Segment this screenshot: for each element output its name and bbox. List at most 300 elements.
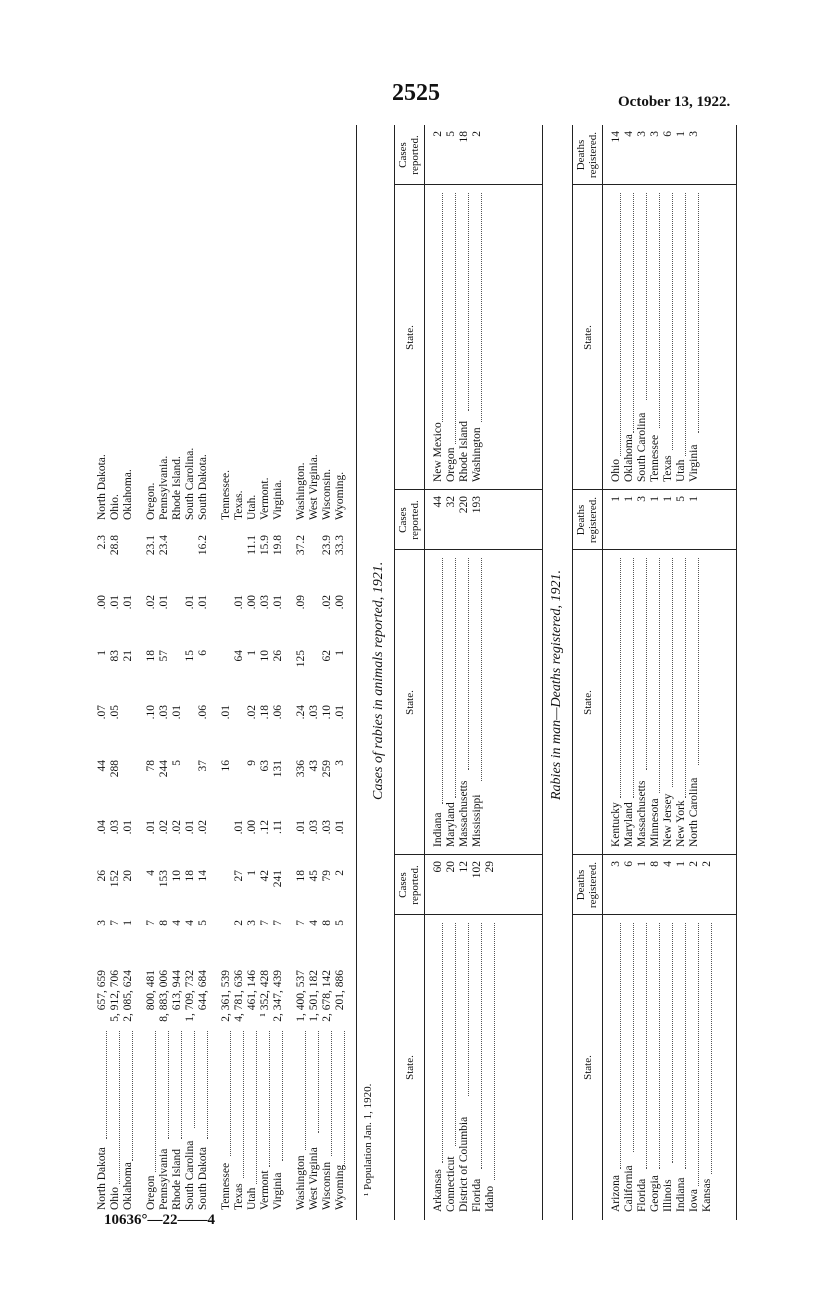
dot-leader	[221, 1031, 231, 1156]
cell-value: 2	[432, 131, 444, 137]
dot-leader	[459, 193, 469, 411]
state-name: Indiana	[432, 812, 444, 847]
dot-leader	[459, 558, 469, 770]
value-c7: 26	[272, 650, 284, 662]
value-c3: 20	[122, 870, 134, 882]
header-state: State.	[582, 325, 594, 350]
dot-leader	[663, 558, 673, 787]
state-statistics-table	[88, 125, 358, 1220]
state-name-right: Rhode Island.	[171, 456, 183, 520]
value-c5: 288	[109, 760, 121, 778]
table-rule	[356, 125, 357, 1220]
cell-value: 44	[432, 496, 444, 508]
value-c9: 33.3	[334, 535, 346, 556]
value-c8: .00	[96, 595, 108, 610]
value-c8: .09	[295, 595, 307, 610]
value-c1: 201, 886	[334, 970, 346, 1011]
dot-leader	[689, 558, 699, 765]
header-value: Deaths registered.	[575, 861, 599, 909]
dot-leader	[234, 1031, 244, 1178]
dot-leader	[676, 923, 686, 1169]
value-c4: .01	[122, 820, 134, 835]
header-rule	[424, 125, 425, 1220]
cell-value: 220	[458, 496, 470, 514]
dot-leader	[472, 193, 482, 422]
dot-leader	[446, 193, 456, 444]
value-c9: 28.8	[109, 535, 121, 556]
value-c6: .06	[272, 705, 284, 720]
value-c9: 23.9	[321, 535, 333, 556]
dot-leader	[459, 923, 469, 1096]
value-c3: 45	[308, 870, 320, 882]
value-c8: .03	[259, 595, 271, 610]
value-c7: 57	[158, 650, 170, 662]
dot-leader	[485, 923, 495, 1180]
value-c9: 15.9	[259, 535, 271, 556]
cell-value: 3	[688, 131, 700, 137]
value-c7: 1	[334, 650, 346, 656]
man-caption: Rabies in man—Deaths registered, 1921.	[549, 570, 564, 800]
value-c5: 78	[145, 760, 157, 772]
dot-leader	[624, 558, 634, 798]
state-name-right: South Carolina.	[184, 447, 196, 520]
state-name: Texas	[233, 1183, 245, 1210]
value-c3: 27	[233, 870, 245, 882]
value-c2: 1	[122, 920, 134, 926]
dot-leader	[702, 923, 712, 1174]
state-name: District of Columbia	[458, 1116, 470, 1212]
value-c9: 23.1	[145, 535, 157, 556]
state-name: Arkansas	[432, 1169, 444, 1212]
value-c4: .01	[184, 820, 196, 835]
state-name: Iowa	[688, 1189, 700, 1212]
value-c5: 37	[197, 760, 209, 772]
state-name: Utah	[675, 459, 687, 482]
state-name: Illinois	[662, 1179, 674, 1212]
value-c7: 64	[233, 650, 245, 662]
page-number: 2525	[392, 80, 440, 106]
header-rule	[602, 125, 603, 1220]
cell-value: 1	[636, 861, 648, 867]
value-c7: 10	[259, 650, 271, 662]
value-c7: 62	[321, 650, 333, 662]
value-c2: 5	[197, 920, 209, 926]
value-c1: 800, 481	[145, 970, 157, 1011]
value-c5: 63	[259, 760, 271, 772]
value-c4: .02	[197, 820, 209, 835]
header-value: Cases reported.	[397, 135, 421, 175]
value-c1: 1, 709, 732	[184, 970, 196, 1022]
table-rule	[394, 125, 395, 1220]
value-c5: 44	[96, 760, 108, 772]
value-c2: 7	[109, 920, 121, 926]
cell-value: 2	[701, 861, 713, 867]
issue-date: October 13, 1922.	[618, 94, 731, 110]
cell-value: 1	[675, 861, 687, 867]
state-name: Oregon	[445, 447, 457, 482]
state-name-right: Virginia.	[272, 479, 284, 520]
value-c2: 7	[259, 920, 271, 926]
value-c1: 644, 684	[197, 970, 209, 1011]
dot-leader	[650, 923, 660, 1169]
header-value: Cases reported.	[397, 865, 421, 905]
value-c3: 241	[272, 870, 284, 888]
animals-caption: Cases of rabies in animals reported, 1921.	[371, 561, 386, 800]
value-c6: .05	[109, 705, 121, 720]
cell-value: 1	[662, 496, 674, 502]
dot-leader	[663, 193, 673, 450]
value-c4: .01	[233, 820, 245, 835]
value-c4: .03	[308, 820, 320, 835]
dot-leader	[260, 1031, 270, 1167]
header-value: Deaths registered.	[575, 131, 599, 179]
header-state: State.	[404, 325, 416, 350]
cell-value: 2	[688, 861, 700, 867]
state-name: Arizona	[610, 1174, 622, 1212]
cell-value: 6	[662, 131, 674, 137]
value-c9: 11.1	[246, 535, 258, 555]
state-name: New Mexico	[432, 422, 444, 482]
cell-value: 8	[649, 861, 661, 867]
value-c2: 2	[233, 920, 245, 926]
state-name: West Virginia	[308, 1147, 320, 1210]
dot-leader	[110, 1031, 120, 1184]
state-name: South Dakota	[197, 1147, 209, 1210]
cell-value: 2	[471, 131, 483, 137]
value-c5: 9	[246, 760, 258, 766]
value-c5: 244	[158, 760, 170, 778]
value-c7: 125	[295, 650, 307, 668]
dot-leader	[159, 1031, 169, 1139]
value-c8: .01	[158, 595, 170, 610]
value-c3: 4	[145, 870, 157, 876]
dot-leader	[689, 923, 699, 1186]
value-c8: .02	[145, 595, 157, 610]
state-name-right: Wyoming.	[334, 471, 346, 520]
dot-leader	[273, 1031, 283, 1161]
man-rabies-table	[572, 125, 738, 1220]
value-c7: 15	[184, 650, 196, 662]
animals-rabies-table	[394, 125, 544, 1220]
column-divider	[394, 489, 542, 490]
cell-value: 1	[675, 131, 687, 137]
value-c1: 2, 085, 624	[122, 970, 134, 1022]
state-name-right: Tennessee.	[220, 470, 232, 520]
dot-leader	[472, 923, 482, 1169]
footnote: ¹ Population Jan. 1, 1920.	[362, 1083, 374, 1196]
value-c2: 7	[295, 920, 307, 926]
value-c3: 14	[197, 870, 209, 882]
cell-value: 5	[675, 496, 687, 502]
cell-value: 32	[445, 496, 457, 508]
value-c8: .02	[321, 595, 333, 610]
dot-leader	[611, 923, 621, 1169]
column-divider	[394, 854, 542, 855]
cell-value: 1	[610, 496, 622, 502]
value-c3: 1	[246, 870, 258, 876]
state-name: California	[623, 1165, 635, 1212]
cell-value: 193	[471, 496, 483, 514]
state-name-right: Wisconsin.	[321, 469, 333, 520]
dot-leader	[247, 1031, 257, 1184]
value-c7: 1	[96, 650, 108, 656]
value-c4: .02	[158, 820, 170, 835]
value-c5: 3	[334, 760, 346, 766]
cell-value: 12	[458, 861, 470, 873]
value-c8: .01	[272, 595, 284, 610]
value-c3: 26	[96, 870, 108, 882]
state-name: Wisconsin	[321, 1161, 333, 1210]
value-c1: 461, 146	[246, 970, 258, 1011]
dot-leader	[185, 1031, 195, 1128]
state-name-right: Washington.	[295, 462, 307, 520]
header-state: State.	[582, 1055, 594, 1080]
value-c6: .02	[246, 705, 258, 720]
value-c3: 2	[334, 870, 346, 876]
value-c6: .06	[197, 705, 209, 720]
plate-number: 10636°—22——4	[104, 1212, 215, 1228]
cell-value: 3	[610, 861, 622, 867]
dot-leader	[637, 923, 647, 1169]
dot-leader	[611, 558, 621, 798]
value-c3: 10	[171, 870, 183, 882]
state-name-right: Oregon.	[145, 482, 157, 520]
cell-value: 60	[432, 861, 444, 873]
state-name: Oklahoma	[122, 1162, 134, 1210]
state-name: New York	[675, 800, 687, 847]
state-name: Idaho	[484, 1185, 496, 1212]
value-c2: 4	[184, 920, 196, 926]
dot-leader	[650, 193, 660, 428]
value-c1: 1, 501, 182	[308, 970, 320, 1022]
dot-leader	[123, 1031, 133, 1161]
value-c4: .03	[321, 820, 333, 835]
value-c3: 18	[184, 870, 196, 882]
value-c8: .00	[246, 595, 258, 610]
value-c4: .03	[109, 820, 121, 835]
dot-leader	[637, 558, 647, 770]
header-value: Cases reported.	[397, 500, 421, 540]
value-c2: 4	[171, 920, 183, 926]
state-name: Oregon	[145, 1175, 157, 1210]
state-name: South Carolina	[184, 1140, 196, 1210]
state-name: Florida	[636, 1178, 648, 1212]
state-name: New Jersey	[662, 793, 674, 847]
dot-leader	[172, 1031, 182, 1139]
state-name: Maryland	[445, 802, 457, 847]
value-c8: .01	[197, 595, 209, 610]
dot-leader	[433, 193, 443, 422]
value-c7: 21	[122, 650, 134, 662]
value-c2: 7	[145, 920, 157, 926]
dot-leader	[624, 193, 634, 433]
value-c1: 4, 781, 636	[233, 970, 245, 1022]
state-name: Connecticut	[445, 1156, 457, 1212]
state-name: Minnesota	[649, 798, 661, 847]
state-name: Washington	[471, 427, 483, 482]
value-c3: 42	[259, 870, 271, 882]
value-c6: .24	[295, 705, 307, 720]
state-name: Rhode Island	[171, 1148, 183, 1210]
column-divider	[572, 489, 736, 490]
value-c9: 2.3	[96, 535, 108, 550]
dot-leader	[472, 558, 482, 781]
dot-leader	[676, 193, 686, 456]
dot-leader	[611, 193, 621, 456]
value-c1: 613, 944	[171, 970, 183, 1011]
dot-leader	[650, 558, 660, 793]
value-c5: 16	[220, 760, 232, 772]
state-name: North Carolina	[688, 777, 700, 847]
state-name: Indiana	[675, 1177, 687, 1212]
state-name: South Carolina	[636, 412, 648, 482]
value-c6: .18	[259, 705, 271, 720]
table-rule	[542, 125, 543, 1220]
dot-leader	[676, 558, 686, 798]
state-name: Vermont	[259, 1170, 271, 1210]
value-c9: 19.8	[272, 535, 284, 556]
dot-leader	[309, 1031, 319, 1133]
dot-leader	[433, 923, 443, 1163]
state-name: Rhode Island	[458, 420, 470, 482]
value-c9: 37.2	[295, 535, 307, 556]
value-c2: 7	[272, 920, 284, 926]
state-name: Kentucky	[610, 802, 622, 847]
value-c1: 8, 883, 006	[158, 970, 170, 1022]
header-value: Deaths registered.	[575, 496, 599, 544]
state-name: Massachusetts	[458, 780, 470, 847]
state-name: North Dakota	[96, 1147, 108, 1210]
value-c3: 152	[109, 870, 121, 888]
cell-value: 3	[636, 496, 648, 502]
dot-leader	[637, 193, 647, 400]
value-c5: 259	[321, 760, 333, 778]
value-c7: 18	[145, 650, 157, 662]
state-name-right: South Dakota.	[197, 454, 209, 520]
state-name: Mississippi	[471, 794, 483, 847]
cell-value: 1	[623, 496, 635, 502]
header-state: State.	[404, 690, 416, 715]
state-name: Georgia	[649, 1175, 661, 1212]
value-c4: .01	[145, 820, 157, 835]
cell-value: 5	[445, 131, 457, 137]
value-c1: 1, 400, 537	[295, 970, 307, 1022]
value-c2: 4	[308, 920, 320, 926]
value-c2: 3	[96, 920, 108, 926]
value-c6: .03	[158, 705, 170, 720]
value-c2: 8	[321, 920, 333, 926]
value-c6: .10	[321, 705, 333, 720]
value-c6: .10	[145, 705, 157, 720]
value-c1: 2, 347, 439	[272, 970, 284, 1022]
value-c5: 5	[171, 760, 183, 766]
value-c4: .02	[171, 820, 183, 835]
value-c1: 5, 912, 706	[109, 970, 121, 1022]
header-state: State.	[582, 690, 594, 715]
rotated-content	[88, 125, 738, 1220]
state-name: Virginia	[272, 1172, 284, 1210]
dot-leader	[446, 923, 456, 1146]
value-c1: 2, 678, 142	[321, 970, 333, 1022]
dot-leader	[689, 193, 699, 433]
state-name-right: Pennsylvania.	[158, 455, 170, 520]
value-c4: .12	[259, 820, 271, 835]
state-name-right: Texas.	[233, 490, 245, 520]
state-name: Ohio	[109, 1187, 121, 1210]
value-c1: ¹ 352, 428	[259, 970, 271, 1017]
value-c5: 43	[308, 760, 320, 772]
cell-value: 1	[649, 496, 661, 502]
cell-value: 18	[458, 131, 470, 143]
value-c2: 3	[246, 920, 258, 926]
state-name-right: West Virginia.	[308, 454, 320, 520]
value-c4: .00	[246, 820, 258, 835]
state-name: Maryland	[623, 802, 635, 847]
dot-leader	[198, 1031, 208, 1139]
value-c7: 1	[246, 650, 258, 656]
value-c6: .01	[220, 705, 232, 720]
cell-value: 4	[623, 131, 635, 137]
value-c6: .01	[334, 705, 346, 720]
value-c6: .01	[171, 705, 183, 720]
cell-value: 14	[610, 131, 622, 143]
cell-value: 4	[662, 861, 674, 867]
value-c4: .04	[96, 820, 108, 835]
cell-value: 6	[623, 861, 635, 867]
column-divider	[572, 854, 736, 855]
state-name-right: North Dakota.	[96, 454, 108, 520]
state-name: Texas	[662, 455, 674, 482]
dot-leader	[296, 1031, 306, 1150]
cell-value: 3	[636, 131, 648, 137]
dot-leader	[433, 558, 443, 804]
cell-value: 20	[445, 861, 457, 873]
value-c8: .00	[334, 595, 346, 610]
cell-value: 29	[484, 861, 496, 873]
state-name: Massachusetts	[636, 780, 648, 847]
state-name: Wyoming	[334, 1164, 346, 1210]
value-c7: 83	[109, 650, 121, 662]
cell-value: 1	[688, 496, 700, 502]
value-c5: 131	[272, 760, 284, 778]
dot-leader	[97, 1031, 107, 1139]
value-c8: .01	[109, 595, 121, 610]
dot-leader	[446, 558, 456, 798]
state-name-right: Vermont.	[259, 477, 271, 520]
table-rule	[572, 125, 573, 1220]
value-c9: 23.4	[158, 535, 170, 556]
value-c8: .01	[122, 595, 134, 610]
value-c8: .01	[233, 595, 245, 610]
state-name: Utah	[246, 1187, 258, 1210]
table-rule	[736, 125, 737, 1220]
dot-leader	[663, 923, 673, 1163]
state-name: Tennessee	[649, 434, 661, 482]
value-c4: .01	[334, 820, 346, 835]
value-c3: 153	[158, 870, 170, 888]
value-c5: 336	[295, 760, 307, 778]
state-name: Ohio	[610, 459, 622, 482]
value-c1: 2, 361, 539	[220, 970, 232, 1022]
state-name-right: Utah.	[246, 494, 258, 520]
value-c4: .11	[272, 820, 284, 834]
state-name: Tennessee	[220, 1162, 232, 1210]
cell-value: 3	[649, 131, 661, 137]
header-state: State.	[404, 1055, 416, 1080]
value-c9: 16.2	[197, 535, 209, 556]
state-name: Oklahoma	[623, 434, 635, 482]
value-c3: 79	[321, 870, 333, 882]
